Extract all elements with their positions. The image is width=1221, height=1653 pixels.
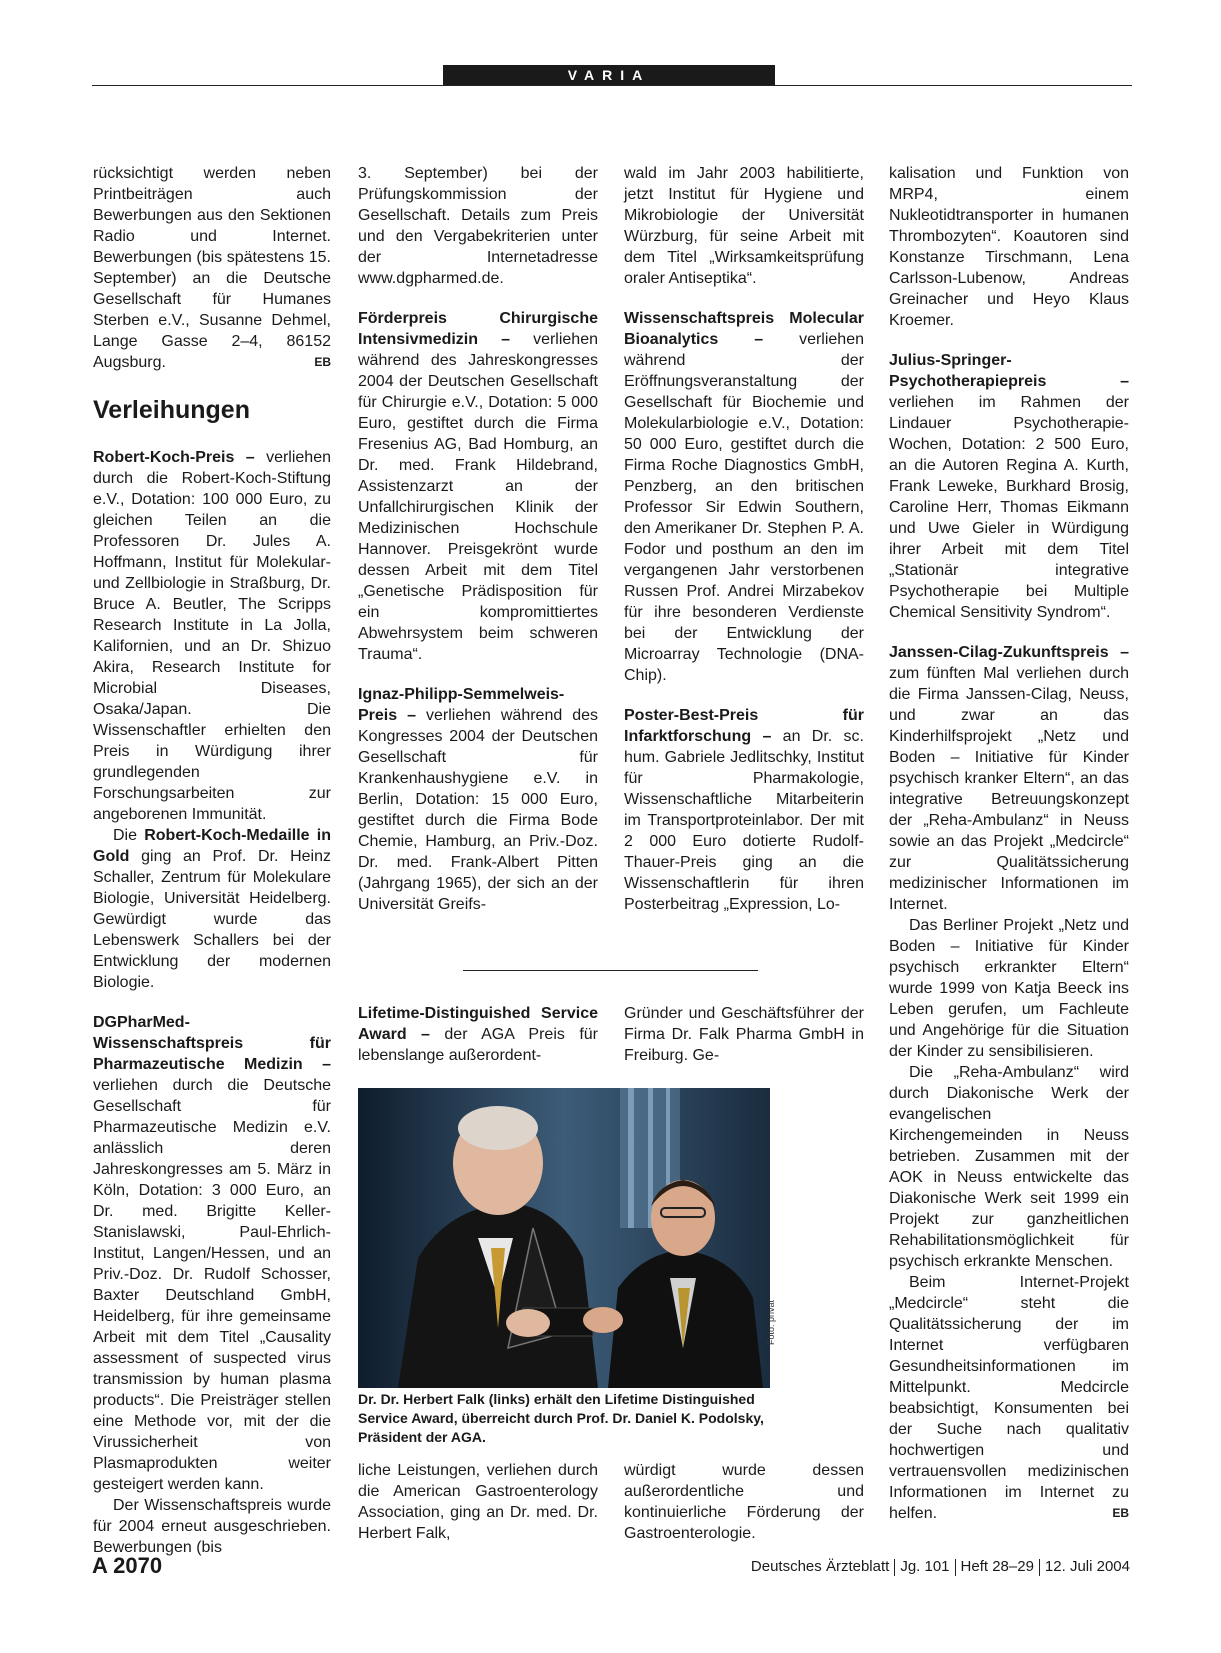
award-title: Wissenschaftspreis Molecular Bioanalytics – xyxy=(624,310,864,348)
journal-issue: Heft 28–29 xyxy=(960,1558,1034,1575)
page-number: A 2070 xyxy=(92,1553,163,1578)
award-semmelweis-preis: Ignaz-Philipp-Semmelweis-Preis – verliehen während des Kongresses 2004 der Deutschen Gesellschaft für Krankenhaushygiene e.V. in Berlin, Dotation: 15 000 Euro, gestiftet durch die Firma Bode Chemie, Hamburg, an Priv.-Doz. Dr. med. Frank-Albert Pitten (Jahrgang 1965), der sich an der Universität Greifs- xyxy=(358,686,599,913)
journal-date: 12. Juli 2004 xyxy=(1044,1558,1130,1575)
award-title: Poster-Best-Preis für Infarktforschung – xyxy=(624,707,864,745)
separator xyxy=(894,1559,895,1576)
paragraph: würdigt wurde dessen außerordentliche und kontinuierliche Förderung der Gastroenterologie. xyxy=(624,1462,864,1542)
column-2 xyxy=(358,163,598,915)
photo-caption: Dr. Dr. Herbert Falk (links) erhält den Lifetime Distinguished Service Award, überreicht durch Prof. Dr. Daniel K. Podolsky, Präsident der AGA. xyxy=(358,1391,764,1445)
paragraph: 3. September) bei der Prüfungskommission der Gesellschaft. Details zum Preis und den Vergabekriterien unter der Internetadresse www.dgpharmed.de. xyxy=(358,165,598,287)
award-janssen-cilag: Janssen-Cilag-Zukunftspreis – zum fünften Mal verliehen durch die Firma Janssen-Cilag, Neuss, und zwar an das Kinderhilfsprojekt „Netz und Boden – Initiative für Kinder psychisch kranker Eltern“, an das integrative Betreuungskonzept der „Reha-Ambulanz“ in Neuss sowie an das Projekt „Medcircle“ zur Qualitätssicherung medizinischer Informationen im Internet. xyxy=(889,644,1129,913)
award-title: Julius-Springer-Psychotherapiepreis – xyxy=(889,352,1129,390)
award-foerderpreis-chirurgie: Förderpreis Chirurgische Intensivmedizin – verliehen während des Jahreskongresses 2004 der Deutschen Gesellschaft für Chirurgie e.V., Dotation: 5 000 Euro, gestiftet durch die Firma Fresenius AG, Bad Homburg, an Dr. med. Frank Hildebrand, Assistenzarzt an der Unfallchirurgischen Klinik der Medizinischen Hochschule Hannover. Preisgekrönt wurde dessen Arbeit mit dem Titel „Genetische Prädisposition für ein kompromittiertes Abwehrsystem beim schweren Trauma“. xyxy=(358,310,598,663)
intro-paragraph: rücksichtigt werden neben Printbeiträgen auch Bewerbungen aus den Sektionen Radio und Internet. Bewerbungen (bis spätestens 15. September) an die Deutsche Gesellschaft für Humanes Sterben e.V., Susanne Dehmel, Lange Gasse 2–4, 86152 Augsburg. EB xyxy=(93,165,331,371)
column-3 xyxy=(624,163,864,915)
award-robert-koch-medaille: Die Robert-Koch-Medaille in Gold ging an Prof. Dr. Heinz Schaller, Zentrum für Molekulare Biologie, Universität Heidelberg. Gewürdigt wurde das Lebenswerk Schallers bei der Entwicklung der modernen Biologie. xyxy=(93,827,331,991)
column-1 xyxy=(93,163,331,1558)
paragraph: Beim Internet-Projekt „Medcircle“ steht die Qualitätssicherung der im Internet verfügbaren Gesundheitsinformationen im Mittelpunkt. Medcircle beabsichtigt, Konsumenten bei der Suche nach qualitativ hochwertigen und vertrauensvollen medizinischen Informationen im Internet zu helfen. EB xyxy=(889,1274,1129,1522)
paragraph: Das Berliner Projekt „Netz und Boden – Initiative für Kinder psychisch erkrankter Eltern“ wurde 1999 von Katja Beeck ins Leben gerufen, um Fachleute und Angehörige für die Situation der Kinder zu sensibilisieren. xyxy=(889,917,1129,1060)
award-title: Robert-Koch-Preis – xyxy=(93,449,255,466)
award-photo xyxy=(358,1088,770,1388)
journal-volume: Jg. 101 xyxy=(900,1558,950,1575)
award-title: Janssen-Cilag-Zukunftspreis – xyxy=(889,644,1129,661)
journal-name: Deutsches Ärzteblatt xyxy=(750,1558,890,1575)
award-title: Robert-Koch-Medaille in Gold xyxy=(93,827,331,865)
award-title: Förderpreis Chirurgische Intensivmedizin – xyxy=(358,310,598,348)
award-lifetime-service: Lifetime-Distinguished Service Award – der AGA Preis für lebenslange außerordent- xyxy=(358,1005,598,1064)
separator xyxy=(955,1559,956,1576)
section-title: Verleihungen xyxy=(93,396,250,424)
award-julius-springer: Julius-Springer-Psychotherapiepreis – verliehen im Rahmen der Lindauer Psychotherapie-Wochen, Dotation: 2 500 Euro, an die Autoren Regina A. Kurth, Frank Leweke, Burkhard Brosig, Caroline Herr, Thomas Eikmann und Uwe Gieler in Würdigung ihrer Arbeit mit dem Titel „Stationär integrative Psychotherapie bei Multiple Chemical Sensitivity Syndrom“. xyxy=(889,352,1129,621)
award-title: Lifetime-Distinguished Service Award – xyxy=(358,1005,598,1043)
paragraph: Gründer und Geschäftsführer der Firma Dr. Falk Pharma GmbH in Freiburg. Ge- xyxy=(624,1005,864,1064)
paragraph: liche Leistungen, verliehen durch die American Gastroenterology Association, ging an Dr. med. Dr. Herbert Falk, xyxy=(358,1462,598,1542)
photo-credit: Foto: privat xyxy=(766,1299,776,1345)
divider xyxy=(463,970,758,971)
paragraph: wald im Jahr 2003 habilitierte, jetzt Institut für Hygiene und Mikrobiologie der Universität Würzburg, für seine Arbeit mit dem Titel „Wirksamkeitsprüfung oraler Antiseptika“. xyxy=(624,165,864,287)
separator xyxy=(1039,1559,1040,1576)
header-rule xyxy=(92,85,1132,86)
award-title: DGPharMed-Wissenschaftspreis für Pharmazeutische Medizin – xyxy=(93,1014,331,1073)
author-signature: EB xyxy=(314,355,331,369)
paragraph: Der Wissenschaftspreis wurde für 2004 erneut ausgeschrieben. Bewerbungen (bis xyxy=(93,1497,331,1556)
paragraph: kalisation und Funktion von MRP4, einem Nukleotidtransporter in humanen Thrombozyten“. Koautoren sind Konstanze Tirschmann, Lena Carlsson-Lubenow, Andreas Greinacher und Heyo Klaus Kroemer. xyxy=(889,165,1129,329)
award-photo-image xyxy=(358,1088,770,1388)
award-title: Ignaz-Philipp-Semmelweis-Preis – xyxy=(358,686,565,724)
award-molecular-bioanalytics: Wissenschaftspreis Molecular Bioanalytics – verliehen während der Eröffnungsveranstaltung der Gesellschaft für Biochemie und Molekularbiologie e.V., Dotation: 50 000 Euro, gestiftet durch die Firma Roche Diagnostics GmbH, Penzberg, an den britischen Professor Sir Edwin Southern, den Amerikaner Dr. Stephen P. A. Fodor und posthum an den im vergangenen Jahr verstorbenen Russen Prof. Andrei Mirzabekov für ihre besonderen Verdienste bei der Entwicklung der Microarray Technologie (DNA-Chip). xyxy=(624,310,864,684)
journal-info xyxy=(751,1558,1130,1576)
award-robert-koch-preis: Robert-Koch-Preis – verliehen durch die Robert-Koch-Stiftung e.V., Dotation: 100 000 Euro, zu gleichen Teilen an die Professoren Dr. Jules A. Hoffmann, Institut für Molekular- und Zellbiologie in Straßburg, Dr. Bruce A. Beutler, The Scripps Research Institute in La Jolla, Kalifornien, und an Dr. Shizuo Akira, Research Institute for Microbial Diseases, Osaka/Japan. Die Wissenschaftler erhielten den Preis in Würdigung ihrer grundlegenden Forschungsarbeiten zur angeborenen Immunität. xyxy=(93,449,331,823)
column-4 xyxy=(889,163,1129,1524)
award-poster-best-preis: Poster-Best-Preis für Infarktforschung – an Dr. sc. hum. Gabriele Jedlitschky, Institut für Pharmakologie, Wissenschaftliche Mitarbeiterin im Transportproteinlabor. Der mit 2 000 Euro dotierte Rudolf-Thauer-Preis ging an die Wissenschaftlerin für ihren Posterbeitrag „Expression, Lo- xyxy=(624,707,864,913)
section-header: VARIA xyxy=(443,65,775,86)
award-dgpharmed: DGPharMed-Wissenschaftspreis für Pharmazeutische Medizin – verliehen durch die Deutsche Gesellschaft für Pharmazeutische Medizin e.V. anlässlich deren Jahreskongresses am 5. März in Köln, Dotation: 3 000 Euro, an Dr. med. Brigitte Keller-Stanislawski, Paul-Ehrlich-Institut, Langen/Hessen, und an Priv.-Doz. Dr. Rudolf Schosser, Baxter Deutschland GmbH, Heidelberg, für ihre gemeinsame Arbeit mit dem Titel „Causality assessment of suspected virus transmission by human plasma products“. Die Preisträger stellen eine Methode vor, mit der die Virussicherheit von Plasmaprodukten weiter gesteigert werden kann. xyxy=(93,1014,331,1493)
author-signature: EB xyxy=(1112,1506,1129,1520)
paragraph: Die „Reha-Ambulanz“ wird durch Diakonische Werk der evangelischen Kirchengemeinden in Neuss betrieben. Zusammen mit der AOK in Neuss entwickelte das Diakonische Werk seit 1999 ein Projekt zur ganzheitlichen Rehabilitationsmöglichkeit für psychisch erkrankte Menschen. xyxy=(889,1064,1129,1270)
